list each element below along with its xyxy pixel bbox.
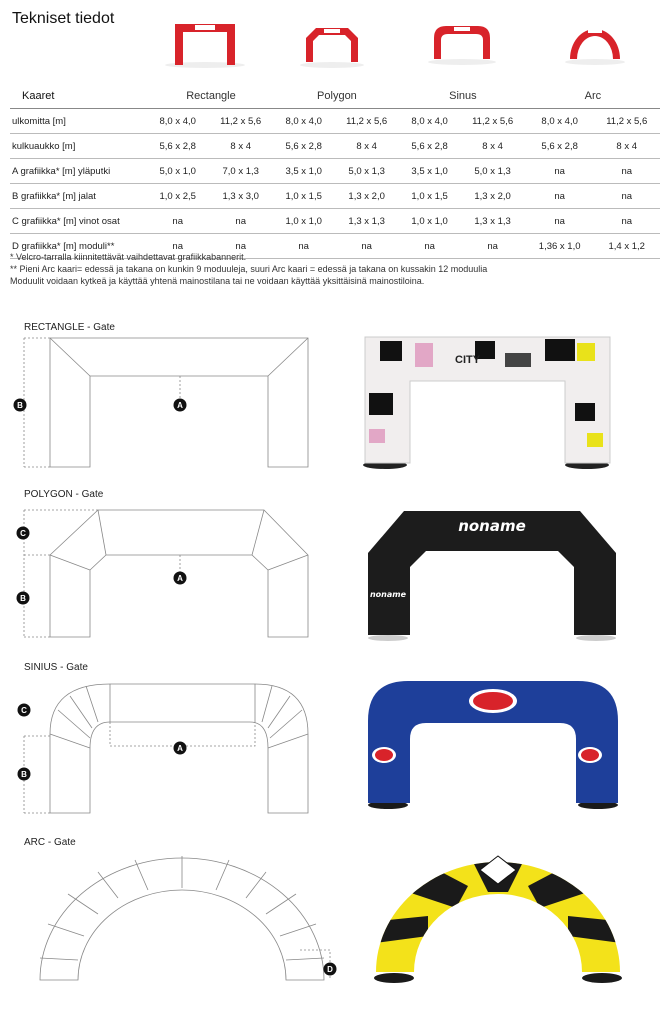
marker-c	[17, 527, 30, 540]
page-title: Tekniset tiedot	[12, 10, 115, 27]
row-label: A grafiikka* [m] yläputki	[10, 159, 148, 184]
table-cell: 5,6 x 2,8	[400, 134, 459, 159]
sinus-photo	[362, 675, 624, 815]
table-cell: na	[148, 234, 207, 259]
table-cell: 5,0 x 1,0	[148, 159, 207, 184]
svg-text:B: B	[17, 401, 23, 410]
table-cell: 11,2 x 5,6	[207, 109, 274, 134]
table-cell: 1,36 x 1,0	[526, 234, 594, 259]
table-cell: 11,2 x 5,6	[593, 109, 660, 134]
rect-brand-text: CITY	[455, 354, 481, 366]
table-cell: na	[526, 159, 594, 184]
polygon-diagram	[0, 500, 330, 645]
table-cell: 1,0 x 1,5	[274, 184, 333, 209]
table-row	[10, 109, 660, 134]
footnote-3: Moduulit voidaan kytkeä ja käyttää yhtenä mainostilana tai ne voidaan käyttää yksittäisinä mainostiloina.	[10, 276, 425, 286]
table-cell: na	[526, 209, 594, 234]
rectangle-photo	[355, 333, 620, 473]
footnote-1: * Velcro-tarralla kiinnitettävät vaihdettavat grafiikkabannerit.	[10, 252, 247, 262]
polygon-leg-text: noname	[369, 590, 407, 599]
marker-d	[324, 963, 337, 976]
polygon-top-text: noname	[458, 517, 526, 535]
table-cell: 7,0 x 1,3	[207, 159, 274, 184]
row-header: Kaaret	[22, 90, 55, 102]
table-cell: 5,6 x 2,8	[526, 134, 594, 159]
row-label: ulkomitta [m]	[10, 109, 148, 134]
table-header-row	[10, 84, 660, 109]
footnote-2: ** Pieni Arc kaari= edessä ja takana on kunkin 9 moduuleja, suuri Arc kaari = edessä ja takana on kussakin 12 moduulia	[10, 264, 488, 274]
col-polygon: Polygon	[317, 90, 357, 102]
svg-text:C: C	[20, 529, 26, 538]
section-title-arc: ARC - Gate	[24, 837, 76, 848]
thumb-arc	[565, 29, 625, 65]
col-arc: Arc	[584, 90, 602, 102]
table-cell: na	[526, 184, 594, 209]
col-rectangle: Rectangle	[186, 90, 236, 102]
section-title-polygon: POLYGON - Gate	[24, 489, 104, 500]
spec-table	[10, 84, 660, 259]
row-label: B grafiikka* [m] jalat	[10, 184, 148, 209]
table-cell: na	[207, 234, 274, 259]
table-cell: na	[459, 234, 526, 259]
arc-diagram	[0, 850, 345, 990]
arch-thumbnails	[150, 10, 660, 70]
table-row	[10, 184, 660, 209]
arc-photo	[368, 852, 628, 987]
row-label: D grafiikka* [m] moduli**	[10, 234, 148, 259]
table-cell: 5,0 x 1,3	[333, 159, 400, 184]
footnotes	[10, 251, 487, 287]
table-cell: 8 x 4	[333, 134, 400, 159]
marker-a	[174, 572, 187, 585]
table-cell: 1,0 x 1,5	[400, 184, 459, 209]
svg-text:D: D	[327, 965, 333, 974]
svg-text:A: A	[177, 401, 183, 410]
svg-text:B: B	[20, 594, 26, 603]
table-cell: na	[148, 209, 207, 234]
marker-c	[18, 704, 31, 717]
table-cell: 5,6 x 2,8	[274, 134, 333, 159]
section-title-sinus: SINIUS - Gate	[24, 662, 88, 673]
table-cell: na	[274, 234, 333, 259]
marker-b	[14, 399, 27, 412]
table-cell: 8,0 x 4,0	[400, 109, 459, 134]
table-cell: 8,0 x 4,0	[274, 109, 333, 134]
thumb-polygon	[300, 28, 364, 68]
marker-b	[17, 592, 30, 605]
table-cell: 3,5 x 1,0	[400, 159, 459, 184]
table-cell: 1,0 x 1,0	[274, 209, 333, 234]
row-label: kulkuaukko [m]	[10, 134, 148, 159]
table-cell: 8 x 4	[593, 134, 660, 159]
svg-text:A: A	[177, 574, 183, 583]
table-cell: 1,3 x 2,0	[333, 184, 400, 209]
svg-text:A: A	[177, 744, 183, 753]
marker-b	[18, 768, 31, 781]
table-cell: 11,2 x 5,6	[459, 109, 526, 134]
table-cell: 8 x 4	[459, 134, 526, 159]
thumb-sinus	[428, 26, 496, 65]
table-cell: 8,0 x 4,0	[526, 109, 594, 134]
table-cell: 5,6 x 2,8	[148, 134, 207, 159]
table-row	[10, 209, 660, 234]
table-cell: 1,0 x 2,5	[148, 184, 207, 209]
table-cell: na	[593, 159, 660, 184]
sinus-diagram	[0, 676, 330, 821]
marker-a	[174, 399, 187, 412]
table-cell: 8 x 4	[207, 134, 274, 159]
table-cell: 1,4 x 1,2	[593, 234, 660, 259]
table-row	[10, 159, 660, 184]
rectangle-diagram	[0, 330, 330, 475]
table-cell: na	[593, 209, 660, 234]
table-row	[10, 134, 660, 159]
col-sinus: Sinus	[449, 90, 477, 102]
marker-a	[174, 742, 187, 755]
row-label: C grafiikka* [m] vinot osat	[10, 209, 148, 234]
table-cell: na	[333, 234, 400, 259]
table-cell: 1,3 x 1,3	[333, 209, 400, 234]
table-cell: 5,0 x 1,3	[459, 159, 526, 184]
table-cell: 11,2 x 5,6	[333, 109, 400, 134]
table-cell: na	[593, 184, 660, 209]
table-cell: 8,0 x 4,0	[148, 109, 207, 134]
table-cell: na	[207, 209, 274, 234]
thumb-rectangle	[165, 24, 245, 68]
table-cell: 1,0 x 1,0	[400, 209, 459, 234]
table-cell: na	[400, 234, 459, 259]
polygon-photo	[360, 505, 622, 645]
svg-text:C: C	[21, 706, 27, 715]
table-cell: 1,3 x 1,3	[459, 209, 526, 234]
svg-text:B: B	[21, 770, 27, 779]
section-title-rectangle: RECTANGLE - Gate	[24, 322, 115, 333]
table-cell: 1,3 x 2,0	[459, 184, 526, 209]
table-cell: 3,5 x 1,0	[274, 159, 333, 184]
table-cell: 1,3 x 3,0	[207, 184, 274, 209]
